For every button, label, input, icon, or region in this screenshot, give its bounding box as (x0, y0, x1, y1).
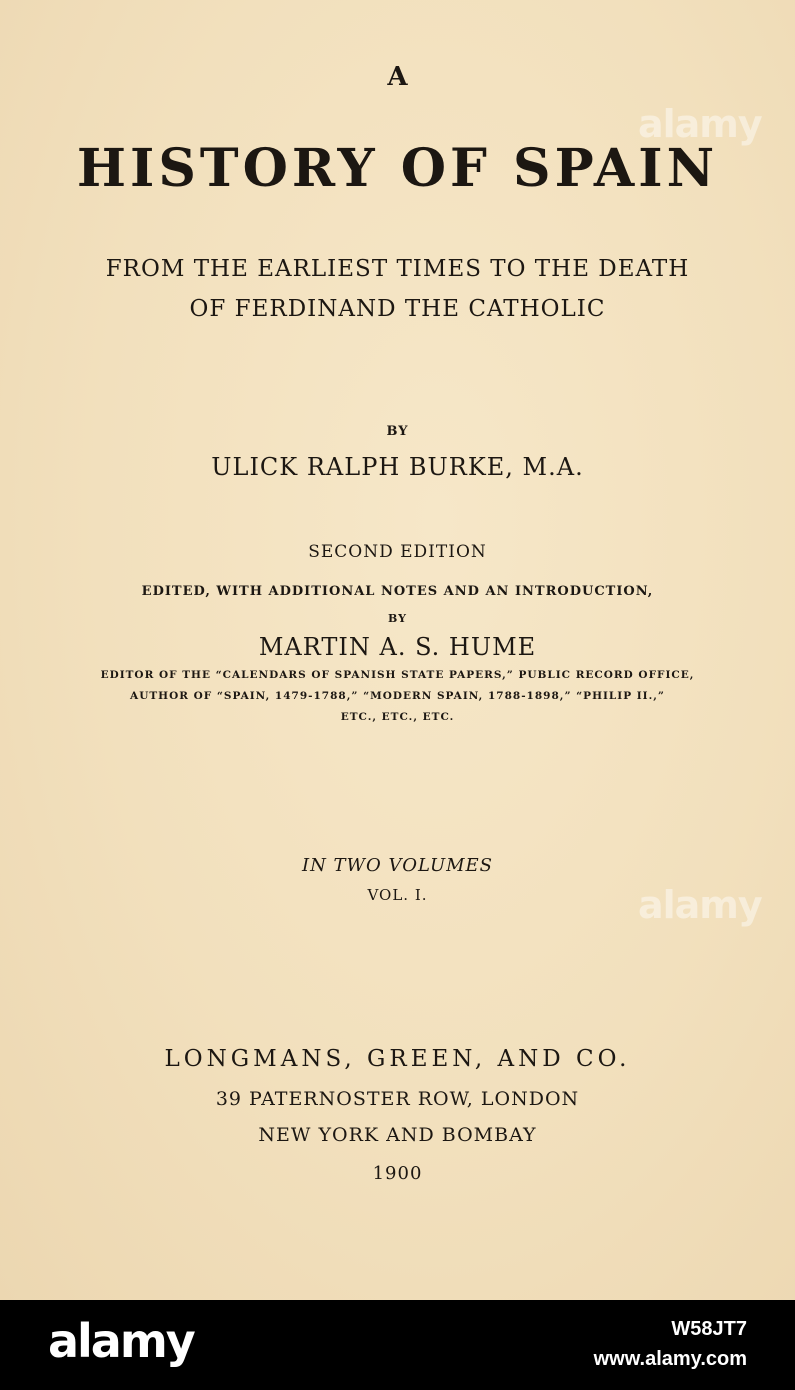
watermark-middle: alamy (638, 883, 762, 927)
book-title: HISTORY OF SPAIN (76, 138, 719, 199)
volume-number: VOL. I. (367, 886, 428, 904)
editor-name: MARTIN A. S. HUME (258, 633, 537, 661)
edited-note: EDITED, WITH ADDITIONAL NOTES AND AN INTRODUCTION, (141, 584, 654, 599)
editor-credits-line-1: EDITOR OF THE “CALENDARS OF SPANISH STATE PAPERS,” PUBLIC RECORD OFFICE, (100, 669, 695, 681)
author-name: ULICK RALPH BURKE, M.A. (211, 453, 584, 481)
site-url: www.alamy.com (593, 1348, 747, 1370)
title-article: A (387, 62, 408, 92)
stock-footer-bar (0, 1300, 795, 1390)
watermark-top: alamy (638, 102, 762, 146)
subtitle-line-1: FROM THE EARLIEST TIMES TO THE DEATH (105, 256, 690, 282)
edition-label: SECOND EDITION (308, 542, 487, 562)
editor-credits-line-3: ETC., ETC., ETC. (340, 711, 455, 723)
image-id: W58JT7 (671, 1318, 747, 1340)
subtitle-line-2: OF FERDINAND THE CATHOLIC (189, 296, 606, 322)
by-label: BY (386, 424, 409, 439)
edited-by-label: BY (388, 612, 407, 625)
publication-year: 1900 (372, 1163, 423, 1184)
volumes-label: IN TWO VOLUMES (301, 855, 494, 876)
publisher-address-line-1: 39 PATERNOSTER ROW, LONDON (215, 1088, 580, 1110)
publisher-address-line-2: NEW YORK AND BOMBAY (258, 1124, 537, 1146)
alamy-logo: alamy (48, 1314, 194, 1368)
editor-credits-line-2: AUTHOR OF “SPAIN, 1479-1788,” “MODERN SPAIN, 1788-1898,” “PHILIP II.,” (130, 690, 665, 702)
publisher-name: LONGMANS, GREEN, AND CO. (164, 1046, 631, 1072)
